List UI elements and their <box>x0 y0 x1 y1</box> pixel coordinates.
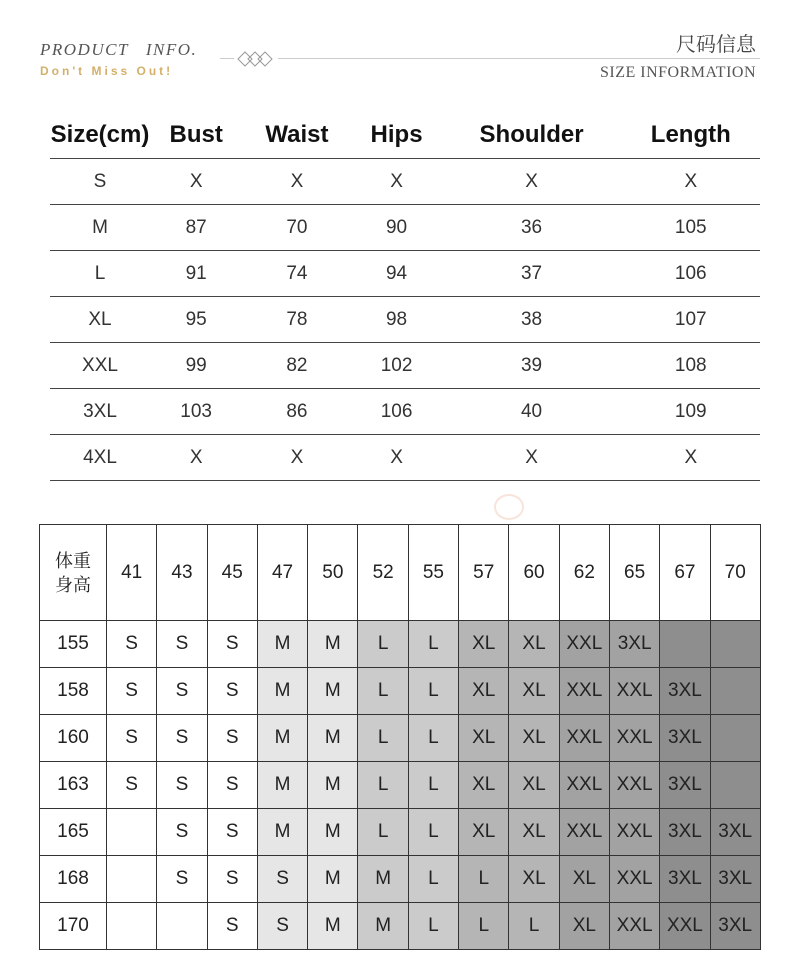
size-measurement-table <box>50 112 760 481</box>
measurement-cell: 70 <box>242 205 351 251</box>
size-recommendation-cell: S <box>207 762 257 809</box>
measurement-cell: 36 <box>442 205 622 251</box>
size-recommendation-cell: 3XL <box>660 715 710 762</box>
product-info-title: PRODUCT INFO. <box>40 40 198 59</box>
measurement-cell: 95 <box>150 297 242 343</box>
size-recommendation-cell: XL <box>509 762 559 809</box>
measurement-cell: 106 <box>622 251 760 297</box>
measurement-cell: X <box>352 435 442 481</box>
size-recommendation-cell: XXL <box>609 715 659 762</box>
size-recommendation-cell <box>157 903 207 950</box>
weight-header-cell: 41 <box>107 525 157 621</box>
size-recommendation-cell: S <box>157 762 207 809</box>
size-recommendation-cell: M <box>308 668 358 715</box>
size-table-row <box>50 297 760 343</box>
size-label-cell: XL <box>50 297 150 343</box>
header-divider <box>220 58 760 59</box>
size-recommendation-cell: 3XL <box>710 809 760 856</box>
measurement-cell: X <box>442 159 622 205</box>
height-cell: 160 <box>40 715 107 762</box>
measurement-cell: 109 <box>622 389 760 435</box>
size-recommendation-cell: S <box>207 621 257 668</box>
size-recommendation-cell: XL <box>459 809 509 856</box>
measurement-cell: 106 <box>352 389 442 435</box>
measurement-cell: 105 <box>622 205 760 251</box>
size-recommendation-cell: S <box>107 621 157 668</box>
size-recommendation-cell: L <box>358 668 408 715</box>
size-recommendation-cell: S <box>207 856 257 903</box>
diamond-ornament-icon <box>234 50 278 68</box>
size-recommendation-cell: L <box>408 668 458 715</box>
measurement-cell: 99 <box>150 343 242 389</box>
size-recommendation-cell: L <box>408 621 458 668</box>
size-recommendation-cell: M <box>257 621 307 668</box>
size-table-header-cell: Size(cm) <box>50 112 150 159</box>
size-recommendation-cell: S <box>207 668 257 715</box>
size-recommendation-cell: XL <box>459 621 509 668</box>
measurement-cell: 86 <box>242 389 351 435</box>
size-label-cell: 3XL <box>50 389 150 435</box>
size-recommendation-cell: XXL <box>559 809 609 856</box>
size-recommendation-cell: S <box>257 856 307 903</box>
measurement-cell: X <box>352 159 442 205</box>
size-recommendation-cell: 3XL <box>609 621 659 668</box>
size-recommendation-cell <box>710 762 760 809</box>
size-recommendation-cell: 3XL <box>660 809 710 856</box>
size-recommendation-cell: XL <box>559 903 609 950</box>
weight-label: 体重 <box>55 550 91 571</box>
size-recommendation-cell: S <box>157 668 207 715</box>
weight-header-cell: 50 <box>308 525 358 621</box>
size-recommendation-cell: L <box>408 715 458 762</box>
weight-header-cell: 62 <box>559 525 609 621</box>
size-recommendation-cell: XL <box>509 668 559 715</box>
measurement-cell: 108 <box>622 343 760 389</box>
size-recommendation-cell: 3XL <box>710 903 760 950</box>
size-recommendation-cell: XL <box>509 621 559 668</box>
measurement-cell: 87 <box>150 205 242 251</box>
measurement-cell: 39 <box>442 343 622 389</box>
size-recommendation-cell: L <box>459 903 509 950</box>
size-recommendation-cell: S <box>157 809 207 856</box>
size-recommendation-cell: XXL <box>609 762 659 809</box>
size-recommendation-cell: S <box>257 903 307 950</box>
measurement-cell: 74 <box>242 251 351 297</box>
size-recommendation-cell: XXL <box>660 903 710 950</box>
size-recommendation-cell: XL <box>459 668 509 715</box>
size-recommendation-cell <box>660 621 710 668</box>
size-recommendation-cell <box>710 668 760 715</box>
size-recommendation-cell <box>107 903 157 950</box>
measurement-cell: 38 <box>442 297 622 343</box>
size-recommendation-cell: M <box>308 762 358 809</box>
height-row <box>40 668 761 715</box>
size-recommendation-cell: XL <box>459 762 509 809</box>
size-table-header-row <box>50 112 760 159</box>
measurement-cell: 98 <box>352 297 442 343</box>
size-recommendation-cell: S <box>107 762 157 809</box>
weight-header-cell: 47 <box>257 525 307 621</box>
size-recommendation-cell: XXL <box>559 715 609 762</box>
measurement-cell: X <box>622 159 760 205</box>
height-cell: 163 <box>40 762 107 809</box>
measurement-cell: 90 <box>352 205 442 251</box>
size-table-row <box>50 159 760 205</box>
size-recommendation-cell: M <box>308 903 358 950</box>
measurement-cell: 37 <box>442 251 622 297</box>
size-recommendation-cell: XXL <box>559 668 609 715</box>
size-recommendation-cell: L <box>408 762 458 809</box>
weight-header-row <box>40 525 761 621</box>
size-recommendation-cell: S <box>207 809 257 856</box>
size-table-row <box>50 435 760 481</box>
size-recommendation-cell: XXL <box>609 809 659 856</box>
size-recommendation-cell: M <box>257 715 307 762</box>
size-recommendation-cell: XXL <box>609 903 659 950</box>
measurement-cell: X <box>242 159 351 205</box>
weight-header-cell: 45 <box>207 525 257 621</box>
size-recommendation-cell: M <box>308 856 358 903</box>
size-recommendation-cell: S <box>107 668 157 715</box>
size-recommendation-cell: XL <box>509 809 559 856</box>
measurement-cell: 103 <box>150 389 242 435</box>
size-table-row <box>50 205 760 251</box>
height-weight-size-chart <box>39 524 761 950</box>
measurement-cell: 94 <box>352 251 442 297</box>
size-information-title: SIZE INFORMATION <box>600 64 756 81</box>
size-recommendation-cell: XXL <box>559 621 609 668</box>
weight-header-cell: 60 <box>509 525 559 621</box>
measurement-cell: 82 <box>242 343 351 389</box>
weight-header-cell: 55 <box>408 525 458 621</box>
size-recommendation-cell <box>107 856 157 903</box>
measurement-cell: 78 <box>242 297 351 343</box>
size-recommendation-cell: S <box>207 903 257 950</box>
size-recommendation-cell: 3XL <box>710 856 760 903</box>
measurement-cell: X <box>442 435 622 481</box>
size-recommendation-cell: M <box>358 903 408 950</box>
size-table-header-cell: Waist <box>242 112 351 159</box>
measurement-cell: X <box>150 159 242 205</box>
measurement-cell: 107 <box>622 297 760 343</box>
size-recommendation-cell: S <box>157 621 207 668</box>
size-recommendation-cell: L <box>358 715 408 762</box>
size-table-row <box>50 251 760 297</box>
size-recommendation-cell <box>710 621 760 668</box>
size-table-row <box>50 343 760 389</box>
size-recommendation-cell: L <box>408 903 458 950</box>
weight-height-corner-cell <box>40 525 107 621</box>
size-recommendation-cell: L <box>358 621 408 668</box>
size-recommendation-cell: M <box>358 856 408 903</box>
height-cell: 155 <box>40 621 107 668</box>
brand-watermark-icon <box>494 494 524 520</box>
weight-header-cell: 67 <box>660 525 710 621</box>
size-table-header-cell: Length <box>622 112 760 159</box>
height-cell: 168 <box>40 856 107 903</box>
measurement-cell: 102 <box>352 343 442 389</box>
size-recommendation-cell: XL <box>509 856 559 903</box>
size-recommendation-cell: XL <box>459 715 509 762</box>
size-recommendation-cell: L <box>358 762 408 809</box>
height-row <box>40 715 761 762</box>
size-table-header-cell: Hips <box>352 112 442 159</box>
size-recommendation-cell: L <box>459 856 509 903</box>
size-label-cell: L <box>50 251 150 297</box>
size-label-cell: S <box>50 159 150 205</box>
size-recommendation-cell: M <box>308 621 358 668</box>
measurement-cell: X <box>622 435 760 481</box>
size-info-cn: 尺码信息 <box>676 34 756 56</box>
measurement-cell: 40 <box>442 389 622 435</box>
size-label-cell: M <box>50 205 150 251</box>
size-recommendation-cell: S <box>107 715 157 762</box>
height-row <box>40 809 761 856</box>
size-recommendation-cell: M <box>308 715 358 762</box>
height-cell: 165 <box>40 809 107 856</box>
size-recommendation-cell: XXL <box>559 762 609 809</box>
measurement-cell: X <box>242 435 351 481</box>
height-cell: 158 <box>40 668 107 715</box>
size-table-row <box>50 389 760 435</box>
measurement-cell: 91 <box>150 251 242 297</box>
size-recommendation-cell <box>710 715 760 762</box>
size-label-cell: XXL <box>50 343 150 389</box>
weight-header-cell: 52 <box>358 525 408 621</box>
size-recommendation-cell: M <box>257 762 307 809</box>
height-row <box>40 856 761 903</box>
weight-header-cell: 70 <box>710 525 760 621</box>
weight-header-cell: 57 <box>459 525 509 621</box>
size-recommendation-cell: XL <box>559 856 609 903</box>
size-recommendation-cell: 3XL <box>660 762 710 809</box>
size-recommendation-cell: S <box>157 715 207 762</box>
size-recommendation-cell: L <box>358 809 408 856</box>
size-recommendation-cell: L <box>509 903 559 950</box>
size-table-header-cell: Bust <box>150 112 242 159</box>
size-recommendation-cell: S <box>207 715 257 762</box>
height-label: 身高 <box>55 574 91 595</box>
header-left <box>40 40 197 78</box>
weight-header-cell: 43 <box>157 525 207 621</box>
height-row <box>40 621 761 668</box>
size-recommendation-cell <box>107 809 157 856</box>
height-row <box>40 903 761 950</box>
size-table-header-cell: Shoulder <box>442 112 622 159</box>
size-recommendation-cell: 3XL <box>660 856 710 903</box>
weight-header-cell: 65 <box>609 525 659 621</box>
size-recommendation-cell: L <box>408 809 458 856</box>
size-recommendation-cell: M <box>257 668 307 715</box>
size-recommendation-cell: 3XL <box>660 668 710 715</box>
size-label-cell: 4XL <box>50 435 150 481</box>
size-recommendation-cell: M <box>257 809 307 856</box>
size-recommendation-cell: L <box>408 856 458 903</box>
size-recommendation-cell: M <box>308 809 358 856</box>
measurement-cell: X <box>150 435 242 481</box>
size-recommendation-cell: XXL <box>609 856 659 903</box>
height-row <box>40 762 761 809</box>
size-recommendation-cell: XXL <box>609 668 659 715</box>
size-recommendation-cell: XL <box>509 715 559 762</box>
dont-miss-out-subtitle: Don't Miss Out! <box>40 64 174 78</box>
size-recommendation-cell: S <box>157 856 207 903</box>
height-cell: 170 <box>40 903 107 950</box>
